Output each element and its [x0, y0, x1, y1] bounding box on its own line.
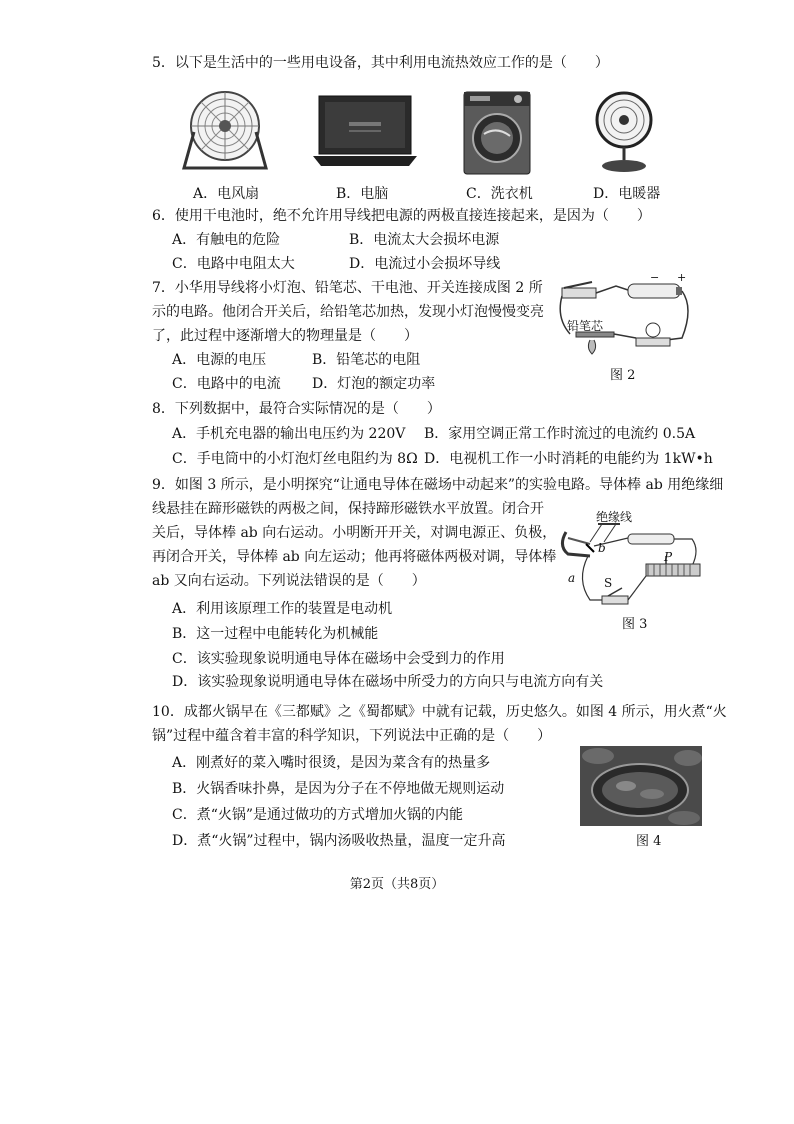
figure-2-label: 铅笔芯 [567, 319, 604, 333]
q5-stem: 5．以下是生活中的一些用电设备，其中利用电流热效应工作的是（ ） [152, 55, 609, 71]
q6-stem: 6．使用干电池时，绝不允许用导线把电源的两极直接连接起来，是因为（ ） [152, 208, 651, 224]
q10-line-1: 10．成都火锅早在《三都赋》之《蜀都赋》中就有记载，历史悠久。如图 4 所示，用火煮“火 [152, 704, 727, 720]
q5-option-b: B．电脑 [336, 186, 389, 202]
figure-3-label-s: S [604, 576, 613, 590]
q8-option-d: D．电视机工作一小时消耗的电能约为 1kW•h [424, 451, 713, 467]
q10-option-b: B．火锅香味扑鼻，是因为分子在不停地做无规则运动 [172, 781, 505, 797]
q6-option-c: C．电路中电阻太大 [172, 256, 295, 272]
q6-option-d: D．电流过小会损坏导线 [349, 256, 501, 272]
q7-line-2: 示的电路。他闭合开关后，给铅笔芯加热，发现小灯泡慢慢变亮 [152, 304, 544, 320]
q9-option-a: A．利用该原理工作的装置是电动机 [172, 601, 393, 617]
q5-option-a: A．电风扇 [193, 186, 260, 202]
q9-line-5: ab 又向右运动。下列说法错误的是（ ） [152, 573, 426, 589]
q9-line-3: 关后，导体棒 ab 向右运动。小明断开开关，对调电源正、负极， [152, 525, 557, 541]
q9-line-2: 线悬挂在蹄形磁铁的两极之间，保持蹄形磁铁水平放置。闭合开 [152, 501, 544, 517]
q10-option-d: D．煮“火锅”过程中，锅内汤吸收热量，温度一定升高 [172, 833, 506, 849]
laptop-icon [313, 94, 417, 168]
figure-3-caption: 图 3 [622, 617, 648, 632]
figure-2-caption: 图 2 [610, 368, 636, 383]
q9-option-b: B．这一过程中电能转化为机械能 [172, 626, 379, 642]
figure-3-label-a: a [568, 571, 576, 585]
q9-option-c: C．该实验现象说明通电导体在磁场中会受到力的作用 [172, 651, 505, 667]
q5-option-c: C．洗衣机 [466, 186, 533, 202]
q10-option-c: C．煮“火锅”是通过做功的方式增加火锅的内能 [172, 807, 464, 823]
q7-option-a: A．电源的电压 [172, 352, 267, 368]
q6-option-b: B．电流太大会损坏电源 [349, 232, 500, 248]
q8-option-b: B．家用空调正常工作时流过的电流约 0.5A [424, 426, 696, 442]
q10-option-a: A．刚煮好的菜入嘴时很烫，是因为菜含有的热量多 [172, 755, 491, 771]
hotpot-photo-icon [580, 746, 702, 826]
figure-3-circuit [560, 520, 710, 612]
q9-line-1: 9．如图 3 所示，是小明探究“让通电导体在磁场中动起来”的实验电路。导体棒 ab 用绝缘细 [152, 477, 724, 493]
fan-icon [180, 88, 270, 176]
figure-3-label-insulated-wire: 绝缘线 [596, 510, 633, 524]
figure-3-label-b: b [598, 541, 606, 555]
q7-option-b: B．铅笔芯的电阻 [312, 352, 421, 368]
q5-option-d: D．电暖器 [593, 186, 661, 202]
washing-machine-icon [462, 90, 532, 176]
figure-3-label-p: P [664, 550, 673, 564]
figure-4-caption: 图 4 [636, 834, 662, 849]
q7-option-d: D．灯泡的额定功率 [312, 376, 436, 392]
q9-option-d: D．该实验现象说明通电导体在磁场中所受力的方向只与电流方向有关 [172, 674, 604, 690]
figure-2-plus: + [677, 271, 687, 284]
q7-option-c: C．电路中的电流 [172, 376, 281, 392]
q9-line-4: 再闭合开关，导体棒 ab 向左运动；他再将磁体两极对调，导体棒 [152, 549, 557, 565]
q8-stem: 8．下列数据中，最符合实际情况的是（ ） [152, 401, 441, 417]
q10-line-2: 锅”过程中蕴含着丰富的科学知识，下列说法中正确的是（ ） [152, 728, 552, 744]
q6-option-a: A．有触电的危险 [172, 232, 281, 248]
q8-option-c: C．手电筒中的小灯泡灯丝电阻约为 8Ω [172, 451, 418, 467]
heater-icon [594, 90, 654, 174]
page-footer: 第2页（共8页） [349, 877, 445, 892]
figure-2-minus: − [650, 271, 660, 284]
q7-line-3: 了，此过程中逐渐增大的物理量是（ ） [152, 328, 418, 344]
q7-line-1: 7．小华用导线将小灯泡、铅笔芯、干电池、开关连接成图 2 所 [152, 280, 543, 296]
q8-option-a: A．手机充电器的输出电压约为 220V [172, 426, 406, 442]
